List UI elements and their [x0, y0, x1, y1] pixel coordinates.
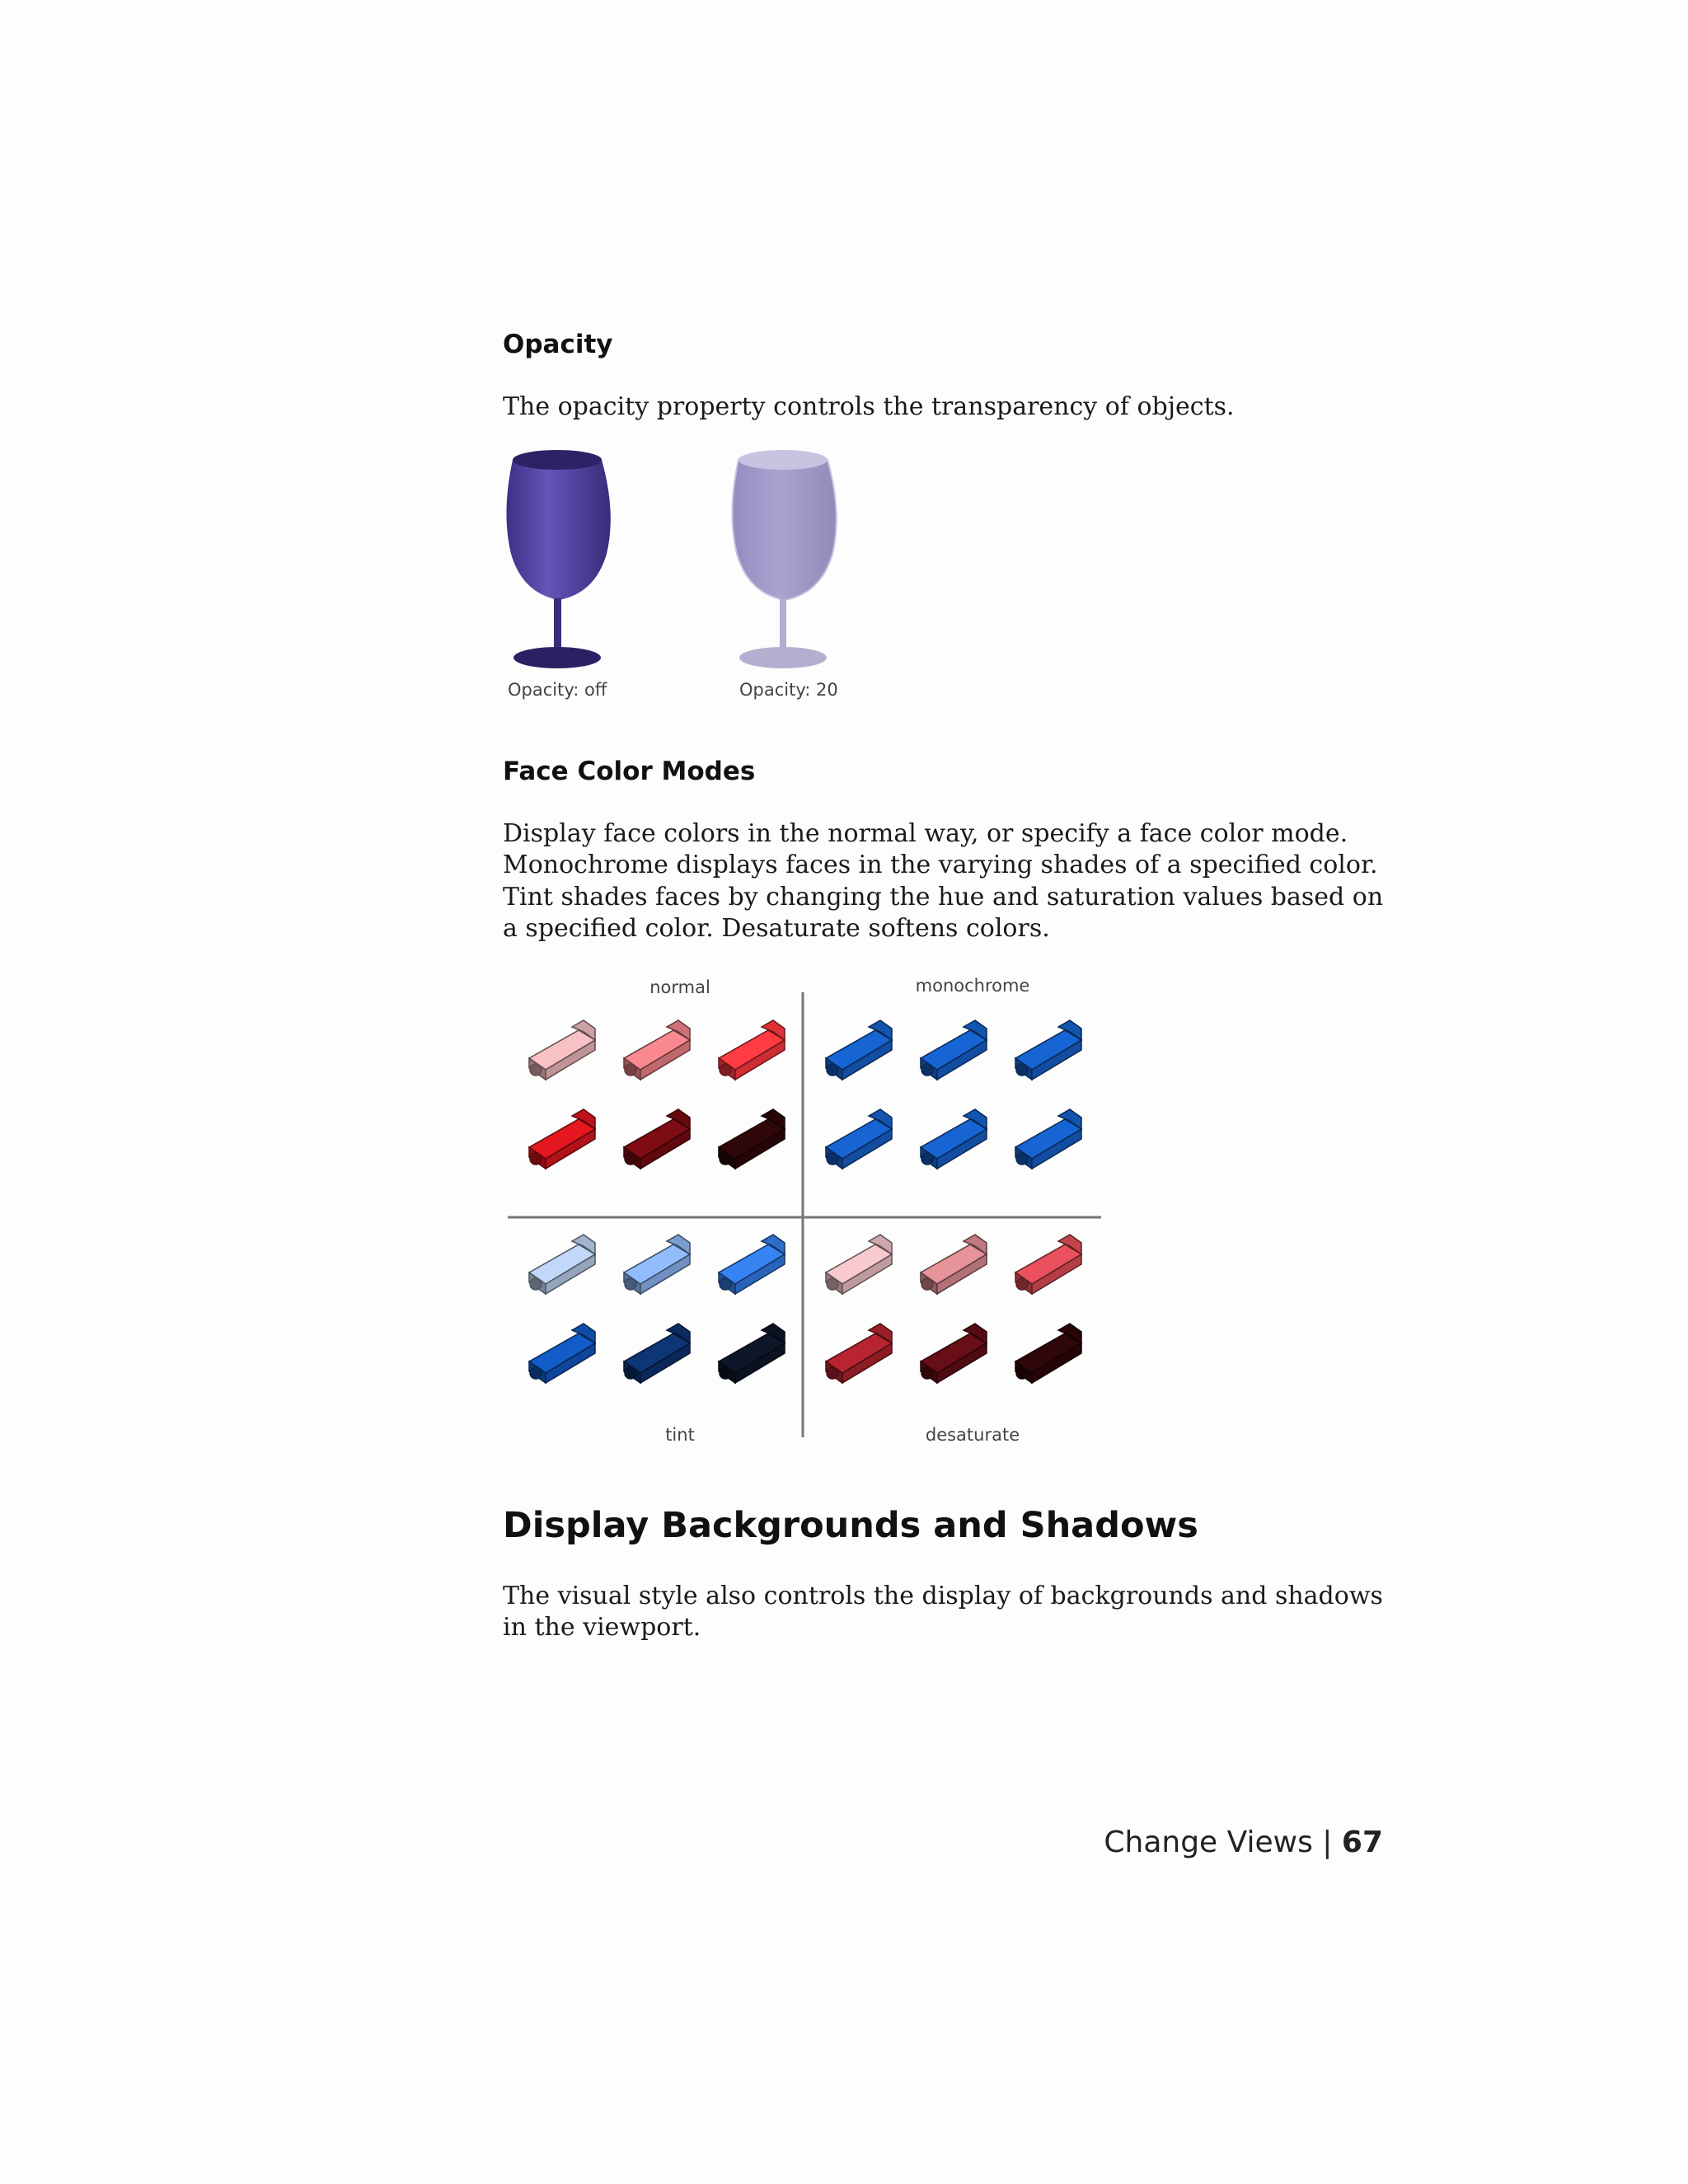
- label-tint: tint: [665, 1425, 695, 1446]
- part-icon: [710, 1019, 793, 1085]
- part-icon: [818, 1322, 900, 1388]
- quadrant-tint: [521, 1233, 801, 1398]
- part-icon: [616, 1108, 698, 1174]
- caption-opacity-20: Opacity: 20: [739, 679, 838, 700]
- part-icon: [912, 1019, 995, 1085]
- part-icon: [818, 1233, 900, 1299]
- face-color-figure: [503, 968, 1113, 1470]
- page-footer: [1104, 1825, 1383, 1859]
- quadrant-desaturate: [818, 1233, 1098, 1398]
- part-icon: [1007, 1019, 1090, 1085]
- opacity-heading: Opacity: [503, 330, 613, 359]
- part-icon: [818, 1019, 900, 1085]
- opaque-glass: [506, 450, 610, 668]
- quadrant-monochrome: [818, 1019, 1098, 1183]
- part-icon: [616, 1322, 698, 1388]
- part-icon: [710, 1108, 793, 1174]
- page-number: 67: [1341, 1825, 1383, 1859]
- face-color-heading: Face Color Modes: [503, 756, 756, 786]
- part-icon: [616, 1233, 698, 1299]
- part-icon: [1007, 1322, 1090, 1388]
- opacity-body: The opacity property controls the transparency of objects.: [503, 392, 1235, 422]
- opacity-figure: [503, 447, 857, 719]
- part-icon: [616, 1019, 698, 1085]
- part-icon: [818, 1108, 900, 1174]
- wine-glasses-illustration: [503, 447, 857, 694]
- page-content: [503, 330, 1393, 1644]
- part-icon: [521, 1108, 603, 1174]
- face-color-body: Display face colors in the normal way, or specify a face color mode. Monochrome displays faces in the varying shades of a specified color. Tint shades faces by changing the hue and saturation values based on a specified color. Desaturate softens colors.: [503, 818, 1384, 943]
- caption-opacity-off: Opacity: off: [508, 679, 607, 700]
- part-icon: [521, 1233, 603, 1299]
- transparent-glass: [732, 450, 836, 668]
- part-icon: [521, 1322, 603, 1388]
- label-desaturate: desaturate: [925, 1425, 1020, 1446]
- label-normal: normal: [649, 977, 710, 998]
- part-icon: [1007, 1108, 1090, 1174]
- part-icon: [521, 1019, 603, 1085]
- part-icon: [1007, 1233, 1090, 1299]
- part-icon: [912, 1233, 995, 1299]
- backgrounds-heading: Display Backgrounds and Shadows: [503, 1505, 1198, 1547]
- part-icon: [912, 1108, 995, 1174]
- part-icon: [710, 1233, 793, 1299]
- footer-section-title: Change Views: [1104, 1825, 1313, 1859]
- part-icon: [710, 1322, 793, 1388]
- quadrant-normal: [521, 1019, 801, 1183]
- label-monochrome: monochrome: [915, 976, 1030, 996]
- footer-separator: |: [1322, 1825, 1333, 1859]
- part-icon: [912, 1322, 995, 1388]
- backgrounds-body: The visual style also controls the display of backgrounds and shadows in the viewport.: [503, 1581, 1383, 1643]
